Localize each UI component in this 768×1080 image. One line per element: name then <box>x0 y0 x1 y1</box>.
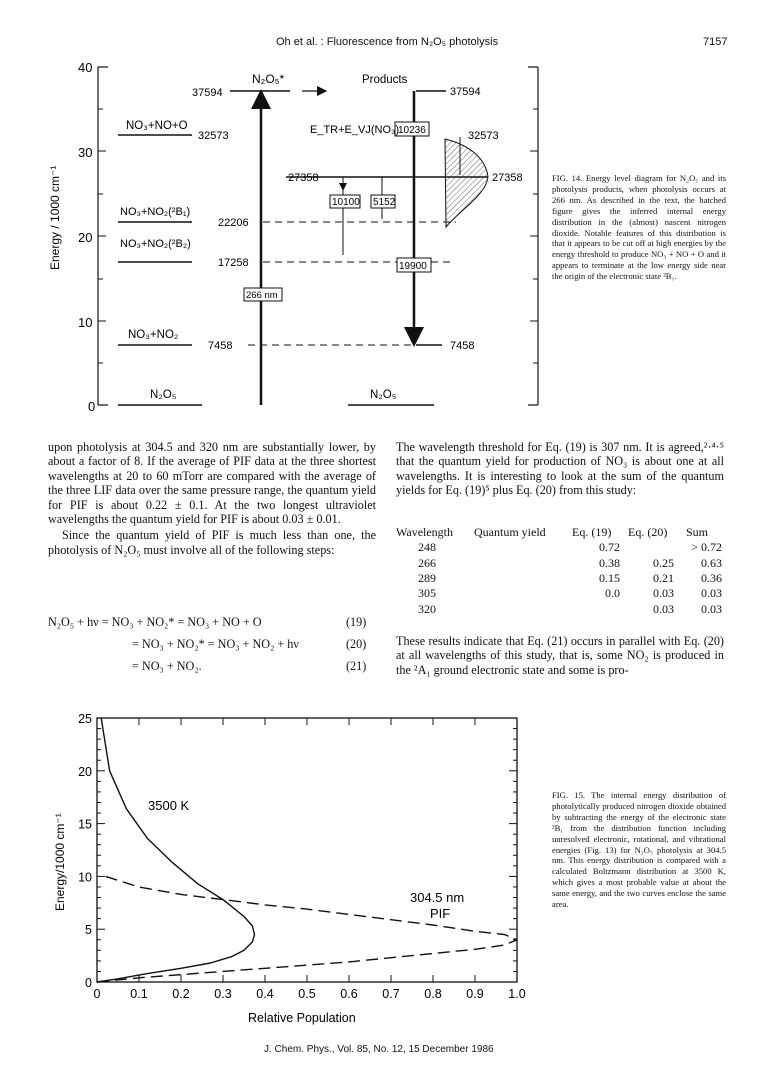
cell: 0.03 <box>653 586 674 601</box>
cell <box>474 601 572 616</box>
quantum-yield-table <box>396 525 722 617</box>
label-n2o5-left: N₂O₅ <box>150 389 177 401</box>
label-no3-no2-2b2: NO₃+NO₂(²B₂) <box>120 238 191 250</box>
cell <box>572 601 628 616</box>
fig14-ytick-30: 30 <box>78 145 93 160</box>
x-tick-label: 0.1 <box>130 987 148 1001</box>
th-eq19: Eq. (19) <box>572 525 612 540</box>
x-tick-label: 0.2 <box>172 987 190 1001</box>
cell: 0.36 <box>701 571 722 586</box>
y-tick-label: 15 <box>78 817 92 832</box>
right-column-para-2: These results indicate that Eq. (21) occurs in parallel with Eq. (20) at all wavelengths of this study, that is, some NO₂ is produced in the ²A₁ ground electronic state and some is pro- <box>396 634 724 677</box>
cell: 0.15 <box>599 571 620 586</box>
cell: > 0.72 <box>691 540 722 555</box>
table-row <box>396 586 722 601</box>
eq19-num: (19) <box>346 615 367 629</box>
fig14-frame <box>98 67 538 405</box>
table-header-row <box>396 525 722 540</box>
label-22206: 22206 <box>218 217 249 229</box>
label-no3-no2: NO₃+NO₂ <box>128 329 179 341</box>
left-column <box>48 440 376 557</box>
right-column-para-1: The wavelength threshold for Eq. (19) is 307 nm. It is agreed,²·⁴·⁵ that the quantum yield for production of NO₃ is about one at all wavelengths. It is interesting to look at the sum of the quantum yields for Eq. (19)⁵ plus Eq. (20) from this study: <box>396 440 724 498</box>
journal-footer: J. Chem. Phys., Vol. 85, No. 12, 15 December 1986 <box>264 1044 494 1055</box>
label-n2o5-star: N₂O₅* <box>252 72 285 86</box>
series-line-0 <box>97 718 255 982</box>
fig14-ytick-20: 20 <box>78 230 93 245</box>
x-tick-label: 0.8 <box>424 987 442 1001</box>
fig15-chart <box>40 706 540 1026</box>
cell <box>474 556 572 571</box>
left-para-1: upon photolysis at 304.5 and 320 nm are substantially lower, by about a factor of 8. If the average of PIF data at the three shortest wavelengths at 20 to 60 mTorr are compared with the average of the three LIF data over the same pressure range, the quantum yield for PIF is about 0.22 ± 0.1. At the two longest ultraviolet wavelengths the quantum yield for PIF is about 0.03 ± 0.01. <box>48 440 376 527</box>
th-quantum-yield: Quantum yield <box>474 525 546 540</box>
x-tick-label: 0.5 <box>298 987 316 1001</box>
label-32573-right: 32573 <box>468 130 499 142</box>
y-tick-label: 0 <box>85 976 92 990</box>
box-10236: 10236 <box>398 125 426 136</box>
cell <box>628 540 686 555</box>
fig15-xlabel: Relative Population <box>248 1011 356 1025</box>
cell <box>474 571 572 586</box>
cell: 0.25 <box>653 555 674 570</box>
cell: 0.03 <box>701 586 722 601</box>
table-row <box>396 556 722 571</box>
cell: 0.21 <box>653 571 674 586</box>
fig14-ytick-10: 10 <box>78 315 93 330</box>
fig14-ytick-40: 40 <box>78 60 93 75</box>
x-tick-label: 0.6 <box>340 987 358 1001</box>
eq21-num: (21) <box>346 659 367 673</box>
y-tick-label: 5 <box>85 923 92 938</box>
label-no3-no2-2b1: NO₃+NO₂(²B₁) <box>120 206 191 218</box>
box-5152: 5152 <box>373 197 396 208</box>
x-tick-label: 0.3 <box>214 987 232 1001</box>
annotation-304nm: 304.5 nm <box>410 890 465 905</box>
x-tick-label: 0.4 <box>256 987 274 1001</box>
y-tick-label: 20 <box>78 764 92 779</box>
box-10100: 10100 <box>332 197 360 208</box>
box-19900: 19900 <box>399 261 427 272</box>
label-no3-no-o: NO₃+NO+O <box>126 120 188 132</box>
cell <box>474 586 572 601</box>
x-tick-label: 0.7 <box>382 987 400 1001</box>
eq20-num: (20) <box>346 637 367 651</box>
fig14-energy-diagram <box>40 55 550 415</box>
cell: 289 <box>418 571 436 586</box>
label-7458-left: 7458 <box>208 340 233 352</box>
x-tick-label: 0 <box>93 987 101 1001</box>
cell: 320 <box>418 601 436 616</box>
fig14-caption: FIG. 14. Energy level diagram for N₂O₅ and its photolysis products, when photolysis occurs at 266 nm. As described in the text, the hatched figure gives the inferred internal energy distribution in the (almost) nascent nitrogen dioxide. Notable features of this distribution is that it appears to be cut off at high energies by the energy threshold to produce NO₃ + NO + O and it appears to terminate at the low energy side near the origin of the electronic state ²B₁. <box>552 173 726 282</box>
running-title: Oh et al. : Fluorescence from N₂O₅ photolysis <box>276 36 499 48</box>
left-para-2: Since the quantum yield of PIF is much less than one, the photolysis of N₂O₅ must involve all of the following steps: <box>48 528 376 557</box>
label-7458-right: 7458 <box>450 340 475 352</box>
label-27358-left: 27358 <box>288 172 319 184</box>
cell: 0.03 <box>701 601 722 616</box>
cell <box>474 540 572 555</box>
label-n2o5-right: N₂O₅ <box>370 389 397 401</box>
label-products: Products <box>362 74 408 86</box>
label-27358-right: 27358 <box>492 172 523 184</box>
y-tick-label: 25 <box>78 712 92 726</box>
label-17258: 17258 <box>218 257 249 269</box>
cell: 266 <box>418 555 436 570</box>
cell: 0.72 <box>599 540 620 555</box>
eq21: = NO₃ + NO₂. <box>132 659 202 673</box>
th-wavelength: Wavelength <box>396 525 454 540</box>
cell: 0.38 <box>599 555 620 570</box>
label-32573-left: 32573 <box>198 130 229 142</box>
page-number: 7157 <box>703 36 728 48</box>
eq19: N₂O₅ + hν = NO₃ + NO₂* = NO₃ + NO + O <box>48 615 262 629</box>
cell: 0.0 <box>605 586 620 601</box>
table-row <box>396 540 722 555</box>
x-tick-label: 0.9 <box>466 987 484 1001</box>
cell: 0.03 <box>653 601 674 616</box>
fig14-y-axis-label: Energy / 1000 cm⁻¹ <box>48 165 62 270</box>
table-row <box>396 571 722 586</box>
cell: 0.63 <box>701 555 722 570</box>
y-tick-label: 10 <box>78 870 92 885</box>
eq20: = NO₃ + NO₂* = NO₃ + NO₂ + hν <box>132 637 299 651</box>
label-37594-left: 37594 <box>192 87 223 99</box>
box-266nm: 266 nm <box>246 290 278 301</box>
annotation-pif: PIF <box>430 906 451 921</box>
x-tick-label: 1.0 <box>508 987 526 1001</box>
label-etr-evj: E_TR+E_VJ(NO₃) <box>310 124 400 136</box>
th-eq20: Eq. (20) <box>628 525 668 540</box>
cell: 305 <box>418 586 436 601</box>
th-sum: Sum <box>686 525 709 540</box>
fig15-caption: FIG. 15. The internal energy distribution of photolytically produced nitrogen dioxide obtained by subtracting the energy of the electronic state ²B₁ from the distribution function including unresolved electronic, rotational, and vibrational energies (Fig. 13) for N₂O₅ photolysis at 304.5 nm. This energy distribution is compared with a calculated Boltzmann distribution at 3500 K, which gives a most probable value at about the same energy, and the two curves enclose the same area. <box>552 790 726 910</box>
annotation-3500k: 3500 K <box>148 798 190 813</box>
label-37594-right: 37594 <box>450 86 481 98</box>
cell: 248 <box>418 540 436 555</box>
fig15-ylabel: Energy/1000 cm⁻¹ <box>53 813 67 911</box>
fig14-ytick-0: 0 <box>88 399 96 414</box>
table-row <box>396 601 722 616</box>
